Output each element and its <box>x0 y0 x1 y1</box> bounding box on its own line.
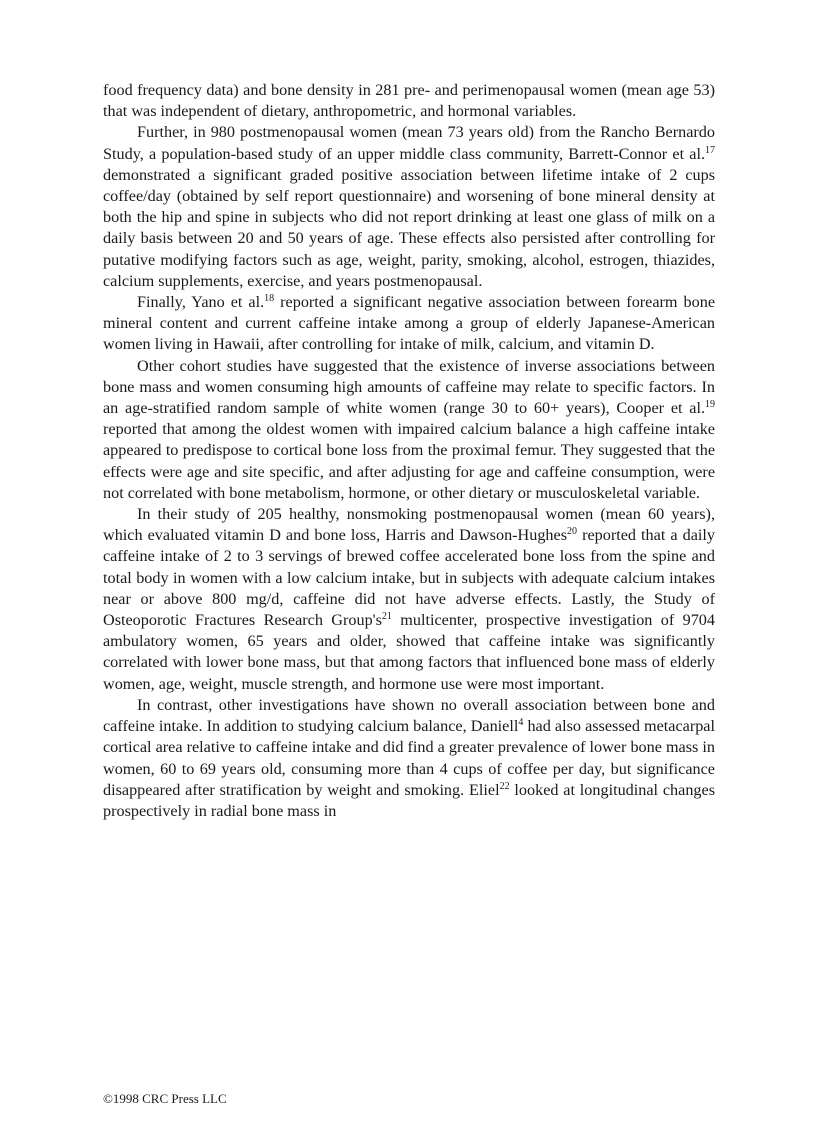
body-paragraph <box>103 80 715 122</box>
body-paragraph <box>103 504 715 695</box>
paragraph-text: demonstrated a significant graded positive association between lifetime intake of 2 cups coffee/day (obtained by self report questionnaire) and worsening of bone mineral density at both the hip and spine in subjects who did not report drinking at least one glass of milk on a daily basis between 20 and 50 years of age. These effects also persisted after controlling for putative modifying factors such as age, weight, parity, smoking, alcohol, estrogen, thiazides, calcium supplements, exercise, and years postmenopausal. <box>103 165 715 290</box>
paragraph-text: Finally, Yano et al. <box>137 293 265 312</box>
citation-superscript: 19 <box>705 399 715 411</box>
paragraph-text: reported that a daily caffeine intake of 2 to 3 servings of brewed coffee accelerated bone loss from the spine and total body in women with a low calcium intake, but in subjects with adequate calcium intakes near or above 800 mg/d, caffeine did not have adverse effects. Lastly, the Study of Osteoporotic Fractures Research Group's <box>103 526 715 630</box>
paragraph-text: Further, in 980 postmenopausal women (mean 73 years old) from the Rancho Bernardo Study, a population-based study of an upper middle class community, Barrett-Connor et al. <box>103 123 715 163</box>
citation-superscript: 18 <box>264 293 275 305</box>
body-paragraph <box>103 292 715 356</box>
citation-superscript: 17 <box>705 144 715 156</box>
paragraph-text: reported a significant negative association between forearm bone mineral content and current caffeine intake among a group of elderly Japanese-American women living in Hawaii, after controlling for intake of milk, calcium, and vitamin D. <box>103 293 715 354</box>
paragraph-text: Other cohort studies have suggested that the existence of inverse associations between bone mass and women consuming high amounts of caffeine may relate to specific factors. In an age-stratified random sample of white women (range 30 to 60+ years), Cooper et al. <box>103 356 715 418</box>
paragraph-text: In their study of 205 healthy, nonsmoking postmenopausal women (mean 60 years), which evaluated vitamin D and bone loss, Harris and Dawson-Hughes <box>103 505 715 545</box>
body-paragraph <box>103 356 715 504</box>
paragraph-text: food frequency data) and bone density in 281 pre- and perimenopausal women (mean age 53) that was independent of dietary, anthropometric, and hormonal variables. <box>103 81 715 121</box>
citation-superscript: 20 <box>567 526 578 538</box>
paragraph-text: multicenter, prospective investigation of 9704 ambulatory women, 65 years and older, showed that caffeine intake was significantly correlated with lower bone mass, but that among factors that influenced bone mass of elderly women, age, weight, muscle strength, and hormone use were most important. <box>103 611 715 693</box>
citation-superscript: 22 <box>499 780 510 792</box>
page-body <box>103 80 715 822</box>
body-paragraph <box>103 695 715 822</box>
citation-superscript: 21 <box>381 611 392 623</box>
citation-superscript: 4 <box>518 717 524 729</box>
paragraph-text: reported that among the oldest women with impaired calcium balance a high caffeine intake appeared to predispose to cortical bone loss from the proximal femur. They suggested that the effects were age and site specific, and after adjusting for age and caffeine consumption, were not correlated with bone metabolism, hormone, or other dietary or musculoskeletal variable. <box>103 420 715 502</box>
paragraph-text: looked at longitudinal changes prospectively in radial bone mass in <box>103 780 716 820</box>
paragraph-text: had also assessed metacarpal cortical area relative to caffeine intake and did find a greater prevalence of lower bone mass in women, 60 to 69 years old, consuming more than 4 cups of coffee per day, but significance disappeared after stratification by weight and smoking. Eliel <box>103 717 715 799</box>
copyright-footer: ©1998 CRC Press LLC <box>103 1091 227 1106</box>
body-paragraph <box>103 122 715 292</box>
paragraph-text: In contrast, other investigations have shown no overall association between bone and caffeine intake. In addition to studying calcium balance, Daniell <box>103 695 715 736</box>
